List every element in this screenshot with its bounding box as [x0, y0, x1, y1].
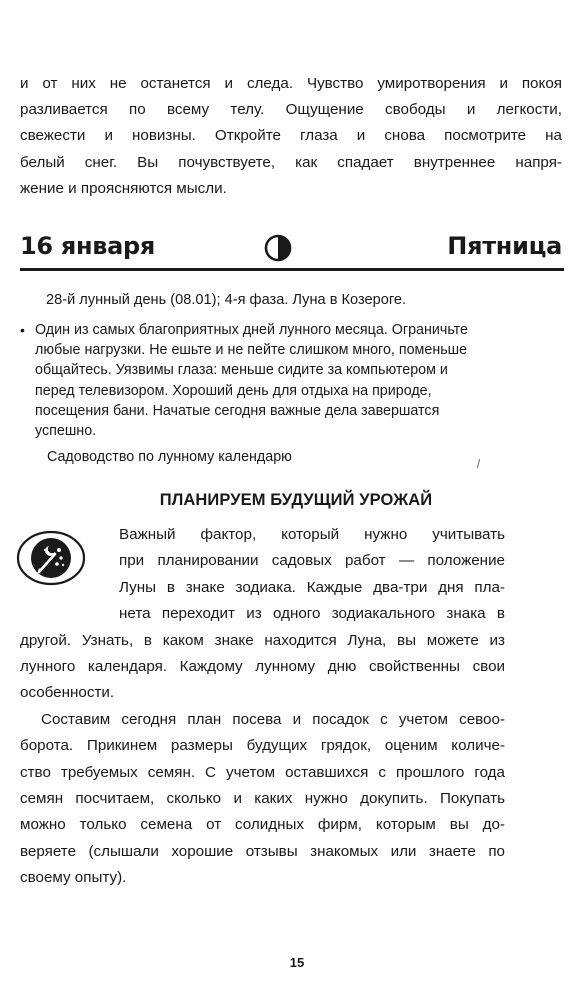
article-line: можно только семена от солидных фирм, которым вы до- [20, 816, 505, 834]
weekday-heading: Пятница [447, 232, 562, 260]
intro-paragraph [20, 71, 562, 202]
date-heading: 16 января [20, 232, 156, 260]
section-label: Садоводство по лунному календарю [47, 449, 292, 465]
moon-phase-icon [264, 234, 292, 262]
bullet-line: успешно. [35, 423, 97, 440]
bullet-line: посещения бани. Начатые сегодня важные дела завершатся [35, 402, 440, 419]
date-header [20, 228, 564, 272]
lunar-day-info: 28-й лунный день (08.01); 4-я фаза. Луна в Козероге. [46, 292, 407, 308]
article-line: нета переходит из одного зодиакального знака в [119, 605, 505, 623]
article-line: своему опыту). [20, 869, 127, 887]
intro-line: жение и проясняются мысли. [20, 179, 227, 197]
article-line: при планировании садовых работ — положение [119, 552, 505, 570]
article-body [20, 522, 505, 892]
article-line: особенности. [20, 684, 115, 702]
article-line: Луны в знаке зодиака. Каждые два-три дня пла- [119, 578, 505, 596]
article-line: Важный фактор, который нужно учитывать [119, 526, 505, 543]
intro-line: разливается по всему телу. Ощущение свободы и легкости, [20, 101, 562, 119]
intro-line: и от них не останется и следа. Чувство умиротворения и покоя [20, 75, 562, 92]
article-line: семян посчитаем, сколько и каких нужно докупить. Покупать [20, 790, 505, 808]
article-line: лунного календаря. Каждому лунному дню свойственны свои [20, 658, 505, 676]
intro-line: свежести и новизны. Откройте глаза и снова посмотрите на [20, 127, 562, 145]
bullet-line: Один из самых благоприятных дней лунного месяца. Ограничьте [35, 322, 468, 338]
bullet-line: перед телевизором. Хороший день для отдыха на природе, [35, 382, 432, 399]
article-title: ПЛАНИРУЕМ БУДУЩИЙ УРОЖАЙ [159, 491, 433, 509]
article-line: веряете (слышали хорошие отзывы знакомых или знаете по [20, 842, 505, 860]
bullet-text [35, 320, 548, 441]
intro-line: белый снег. Вы почувствуете, как спадает внутреннее напря- [20, 153, 562, 171]
page-number: 15 [289, 955, 305, 970]
article-line: борота. Прикинем размеры будущих грядок, оценим количе- [20, 737, 505, 755]
article-line: Составим сегодня план посева и посадок с учетом севоо- [41, 710, 505, 728]
header-rule [20, 268, 564, 271]
print-mark [477, 459, 480, 468]
bullet-line: общайтесь. Уязвимы глаза: меньше сидите за компьютером и [35, 362, 448, 379]
article-line: другой. Узнать, в каком знаке находится Луна, вы можете из [20, 631, 505, 649]
bullet-line: любые нагрузки. Не ешьте и не пейте слишком много, поменьше [35, 342, 468, 359]
bullet-marker: • [20, 322, 25, 338]
article-line: ство требуемых семян. С учетом оставшихся с прошлого года [20, 763, 505, 781]
